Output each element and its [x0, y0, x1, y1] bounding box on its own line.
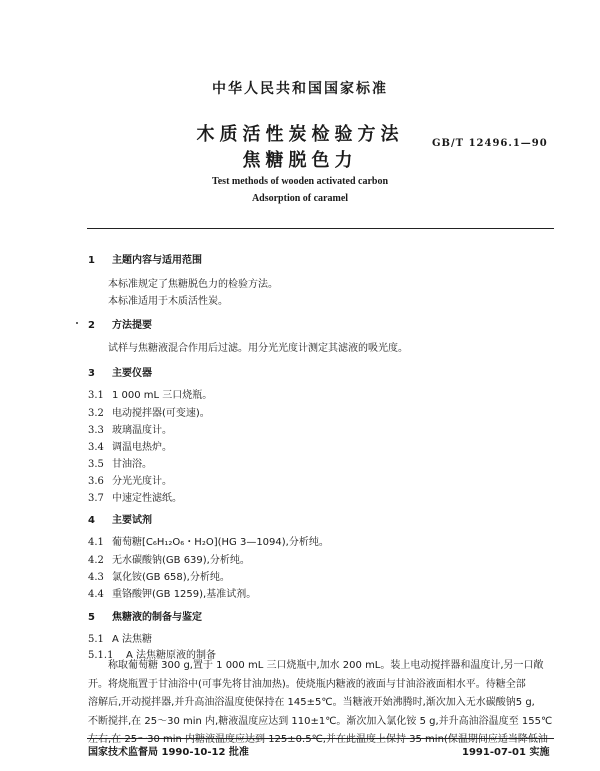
title-english-line1: Test methods of wooden activated carbon [211, 176, 388, 187]
section-title: 主要试剂 [112, 515, 152, 526]
section-4-heading [88, 511, 152, 526]
section-title: 主题内容与适用范围 [112, 255, 202, 266]
list-item: 3.1 1 000 mL 三口烧瓶。 [88, 390, 213, 401]
procedure-paragraph [88, 657, 555, 750]
list-item: 3.4 调温电热炉。 [88, 442, 172, 453]
list-item: 3.6 分光光度计。 [88, 476, 172, 487]
standard-code: GB/T 12496.1—90 [432, 138, 548, 149]
section-number: 2 [88, 320, 95, 331]
paragraph-line: 左右,在 25～30 min 内糖液温度应达到 125±0.5℃,并在此温度上保持 35 min(保温期间应适当降低油 [88, 734, 548, 746]
list-item: 4.2 无水碳酸钠(GB 639),分析纯。 [88, 555, 250, 566]
section-1-line: 本标准适用于木质活性炭。 [108, 296, 228, 307]
list-item: 3.7 中速定性滤纸。 [88, 493, 182, 504]
paragraph-line: 称取葡萄糖 300 g,置于 1 000 mL 三口烧瓶中,加水 200 mL。装上电动搅拌器和温度计,另一口敞 [108, 660, 544, 671]
section-number: 1 [88, 255, 95, 266]
section-3-heading [88, 364, 152, 379]
section-title: 焦糖液的制备与鉴定 [112, 612, 202, 623]
list-item: 4.4 重铬酸钾(GB 1259),基准试剂。 [88, 589, 257, 600]
paragraph-line: 溶解后,开动搅拌器,并升高油浴温度使保持在 145±5℃。当糖液开始沸腾时,渐次加入无水碳酸钠5 g, [88, 697, 535, 709]
list-item: 4.3 氯化铵(GB 658),分析纯。 [88, 572, 230, 583]
section-5-heading [88, 608, 202, 623]
section-number: 4 [88, 515, 95, 526]
subsection-5-1: 5.1 A 法焦糖 [88, 634, 153, 645]
paragraph-line: 不断搅拌,在 25～30 min 内,糖液温度应达到 110±1℃。渐次加入氯化铵 5 g,并升高油浴温度至 155℃ [88, 715, 553, 727]
section-title: 方法提要 [112, 320, 152, 331]
implementation-date: 1991-07-01 实施 [462, 747, 550, 758]
title-chinese-line1: 木质活性炭检验方法 [196, 124, 404, 145]
title-english-line2: Adsorption of caramel [251, 193, 349, 204]
list-item: 3.2 电动搅拌器(可变速)。 [88, 408, 210, 419]
section-number: 3 [88, 368, 95, 379]
national-standard-heading: 中华人民共和国国家标准 [212, 81, 388, 97]
header-divider [87, 228, 554, 229]
footer-divider [87, 738, 554, 739]
title-chinese-line2: 焦糖脱色力 [242, 150, 358, 171]
section-1-heading [88, 251, 202, 266]
scan-speck [76, 322, 78, 324]
section-title: 主要仪器 [112, 368, 152, 379]
list-item: 3.5 甘油浴。 [88, 459, 152, 470]
approval-note: 国家技术监督局 1990-10-12 批准 [88, 747, 249, 758]
section-2-line: 试样与焦糖液混合作用后过滤。用分光光度计测定其滤液的吸光度。 [108, 343, 408, 354]
list-item: 3.3 玻璃温度计。 [88, 425, 172, 436]
paragraph-line: 开。将烧瓶置于甘油浴中(可事先将甘油加热)。使烧瓶内糖液的液面与甘油浴液面相水平。待糖全部 [88, 678, 526, 690]
subsection-5-1-1: 5.1.1 A 法焦糖原液的制备 [88, 650, 217, 661]
section-1-line: 本标准规定了焦糖脱色力的检验方法。 [108, 279, 278, 290]
section-2-heading [88, 316, 152, 331]
list-item: 4.1 葡萄糖[C₆H₁₂O₆・H₂O](HG 3—1094),分析纯。 [88, 537, 329, 548]
section-number: 5 [88, 612, 95, 623]
